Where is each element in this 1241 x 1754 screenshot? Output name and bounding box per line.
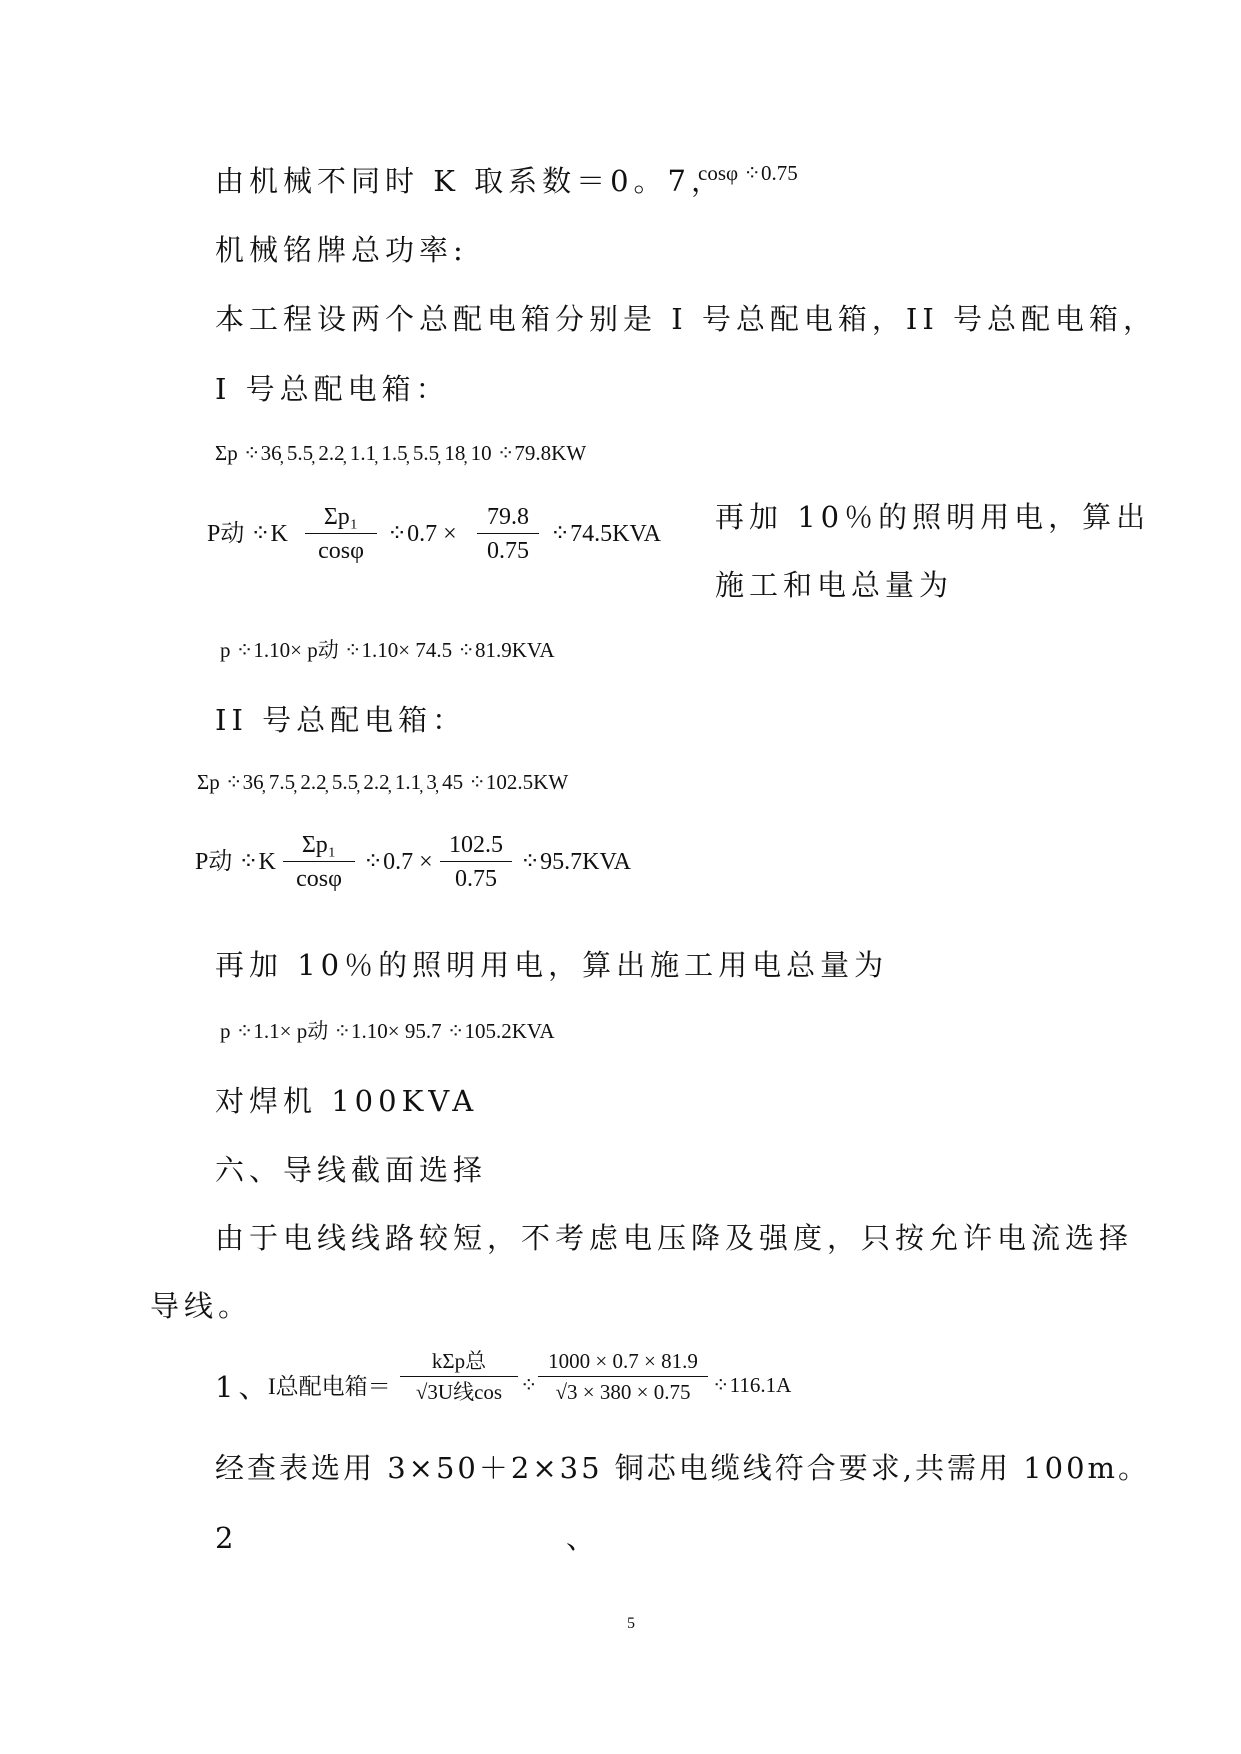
denominator: √3 × 380 × 0.75 [538, 1376, 708, 1403]
formula-rhs: ⁘116.1A [712, 1373, 792, 1397]
formula-p-total-box1: p ⁘1.10× p动 ⁘1.10× 74.5 ⁘81.9KVA [220, 638, 555, 662]
numerator: Σp₁ [323, 504, 359, 530]
formula-rhs: ⁘74.5KVA [550, 521, 662, 547]
fraction-value [477, 505, 539, 563]
text-line-k-coefficient: 由机械不同时 K 取系数＝0。7， [215, 164, 726, 198]
denominator: cosφ [305, 533, 377, 563]
fraction-k-sum [400, 1351, 518, 1403]
formula-lhs: P动 ⁘K [195, 849, 276, 875]
formula-sum-p-box1: Σp ⁘36̦ 5.5̦ 2.2̦ 1.1̦ 1.5̦ 5.5̦ 18̦ 10 ⁘79.8KW [215, 441, 587, 465]
fraction-sum-over-cos [305, 505, 377, 563]
item-number-2: 2 [215, 1521, 239, 1555]
fraction-sum-over-cos [283, 833, 355, 891]
item-number-1: 1、 [215, 1370, 273, 1404]
denominator: cosφ [283, 861, 355, 891]
formula-rhs: ⁘95.7KVA [520, 849, 632, 875]
formula-mid: ⁘0.7 × [363, 849, 433, 875]
text-line-wire-reason: 由于电线线路较短，不考虑电压降及强度，只按允许电流选择 [215, 1221, 1134, 1255]
formula-lhs: P动 ⁘K [207, 521, 288, 547]
denominator: √3U线cos [400, 1376, 518, 1403]
formula-mid: ⁘ [520, 1373, 538, 1397]
numerator: 79.8 [487, 504, 529, 530]
text-line-total-power: 施工和电总量为 [715, 568, 954, 602]
enumeration-mark: 、 [566, 1521, 601, 1555]
text-line-two-boxes: 本工程设两个总配电箱分别是 I 号总配电箱，II 号总配电箱， [215, 302, 1158, 336]
formula-lhs: I总配电箱＝ [268, 1374, 391, 1399]
text-line-lighting-box2: 再加 10％的照明用电，算出施工用电总量为 [215, 948, 889, 982]
denominator: 0.75 [477, 533, 539, 563]
numerator: 1000 × 0.7 × 81.9 [548, 1349, 698, 1373]
text-line-wire-reason-cont: 导线。 [150, 1289, 253, 1323]
page-number: 5 [627, 1615, 635, 1632]
fraction-value [538, 1351, 708, 1403]
text-line-nameplate-power: 机械铭牌总功率: [215, 233, 468, 267]
text-line-welder: 对焊机 100KVA [215, 1084, 479, 1118]
formula-cos-phi: cosφ ⁘0.75 [698, 161, 798, 185]
heading-box-1: I 号总配电箱： [215, 372, 450, 406]
text-line-cable-selection: 经查表选用 3×50＋2×35 铜芯电缆线符合要求,共需用 100m。 [215, 1451, 1151, 1485]
text-line-lighting-add: 再加 10％的照明用电，算出 [715, 500, 1151, 534]
heading-box-2: II 号总配电箱： [215, 703, 467, 737]
formula-p-total-box2: p ⁘1.1× p动 ⁘1.10× 95.7 ⁘105.2KVA [220, 1019, 555, 1043]
denominator: 0.75 [440, 861, 512, 891]
formula-mid: ⁘0.7 × [387, 521, 457, 547]
fraction-value [440, 833, 512, 891]
numerator: Σp₁ [301, 832, 337, 858]
numerator: kΣp总 [431, 1349, 487, 1373]
formula-sum-p-box2: Σp ⁘36̦ 7.5̦ 2.2̦ 5.5̦ 2.2̦ 1.1̦ 3̦ 45 ⁘102.5KW [197, 770, 569, 794]
numerator: 102.5 [449, 832, 503, 858]
section-heading-wire-selection: 六、导线截面选择 [215, 1153, 488, 1187]
